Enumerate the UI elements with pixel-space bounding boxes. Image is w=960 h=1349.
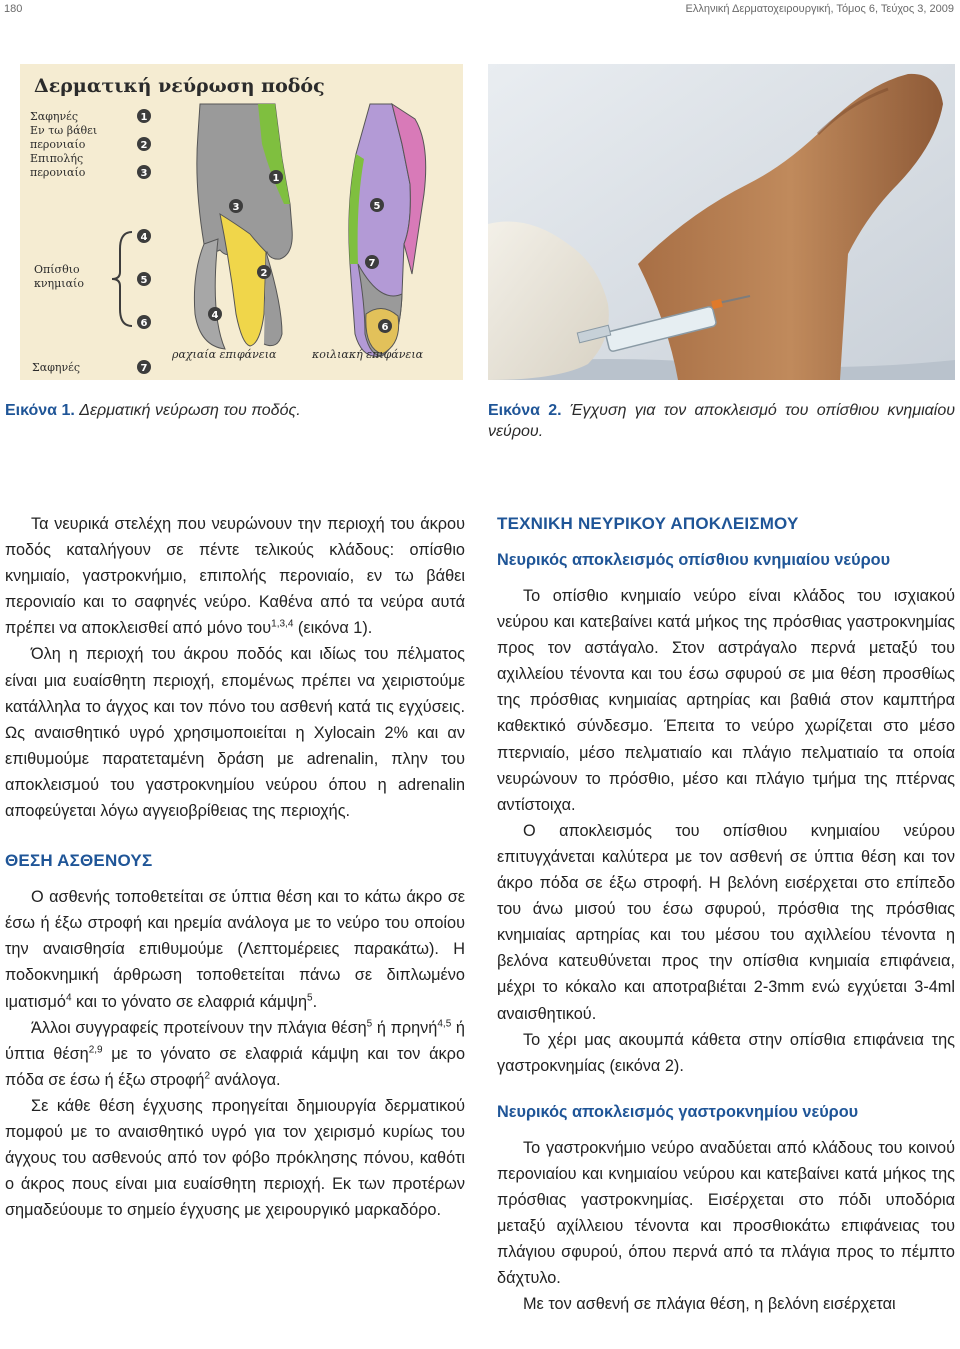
legend-number-4: 4 [140, 232, 148, 243]
citation: 4,5 [437, 1018, 452, 1030]
section-heading-technique: ΤΕΧΝΙΚΗ ΝΕΥΡΙΚΟΥ ΑΠΟΚΛΕΙΣΜΟΥ [497, 514, 799, 533]
left-p4-text-a: Άλλοι συγγραφείς προτείνουν την πλάγια θέση [31, 1018, 367, 1037]
right-column [497, 511, 955, 1317]
legend-number-3: 3 [140, 168, 148, 179]
legend-group-label-a: Οπίσθιο [34, 263, 80, 276]
citation: 2,9 [88, 1044, 103, 1056]
legend-label-1: Σαφηνές [30, 110, 79, 123]
injection-photo [488, 64, 955, 380]
left-p4-text-d: με το γόνατο σε ελαφριά κάμψη και τον άκρο πόδα σε έσω ή έξω στροφή [5, 1044, 465, 1089]
left-column [5, 511, 465, 1223]
legend-number-6: 6 [140, 318, 148, 329]
legend-number-1: 1 [140, 112, 148, 123]
subheading-sural-nerve: Νευρικός αποκλεισμός γαστροκνημίου νεύρου [497, 1102, 859, 1121]
left-paragraph-5: Σε κάθε θέση έγχυσης προηγείται δημιουργία δερματικού πομφού με το αναισθητικό υγρό για τον χειρισμό κυρίως του άγχους του ασθενούς από τον φόβο πρόκλησης πόνου, καθότι ο άκρος πους είναι μια ευαίσθητη περιοχή. Εκ των προτέρων σημαδεύουμε το σημείο έγχυσης με χειρουργικό μαρκαδόρο. [5, 1096, 465, 1220]
journal-title: Ελληνική Δερματοχειρουργική, Τόμος 6, Τεύχος 3, 2009 [685, 3, 954, 15]
left-p3-text-b: και το γόνατο σε ελαφριά κάμψη [71, 992, 308, 1011]
plantar-surface-label: κοιλιακή επιφάνεια [312, 348, 424, 361]
zone-number-3: 3 [232, 202, 240, 213]
legend-label-7: Σαφηνές [32, 361, 81, 374]
legend-brace [112, 232, 132, 326]
legend-number-5: 5 [140, 275, 148, 286]
legend-group-label-b: κνημιαίο [34, 277, 84, 290]
figure-1-caption-text: Δερματική νεύρωση του ποδός. [79, 402, 301, 419]
left-paragraph-2: Όλη η περιοχή του άκρου ποδός και ιδίως του πέλματος είναι μια ευαίσθητη περιοχή, επομένως πρέπει να χειριστούμε κατάλληλα το άγχος και τον πόνο του ασθενή κατά τις εγχύσεις. Ως αναισθητικό υγρό χρησιμοποιείται η Xylocain 2% και αν επιθυμούμε παρατεταμένη δράση με adrenalin, πλην του αποκλεισμού του γαστροκνημίου νεύρου όπου η adrenalin αποφεύγεται λόγω αγγειοβρίθειας της περιοχής. [5, 645, 465, 821]
right-paragraph-1: Το οπίσθιο κνημιαίο νεύρο είναι κλάδος του ισχιακού νεύρου και κατεβαίνει κατά μήκος της πρόσθιας γαστροκνημίας προς τον αστάγαλο. Στον αστράγαλο περνά μεταξύ του αχιλλείου τένοντα και του έσω σφυρού σε μια θέση προσθίως της πρόσθιας κνημιαίας αρτηρίας και βαθιά στον καμπτήρα καθεκτικό σύνδεσμο. Έπειτα το νεύρο χωρίζεται στο μέσο πτερνιαίο, μέσο πελματιαίο και πλάγιο πελματιαίο τα οποία νευρώνουν το πρόσθιο, μέσο και πλάγιο τμήμα της πτέρνας αντίστοιχα. [497, 587, 955, 814]
dorsal-surface-label: ραχιαία επιφάνεια [172, 348, 277, 361]
citation: 2 [204, 1070, 210, 1082]
figure-1-illustration [20, 64, 463, 380]
left-paragraph-1 [5, 511, 465, 641]
left-p4-text-b: ή πρηνή [372, 1018, 438, 1037]
left-p1-text-b: (εικόνα 1). [293, 619, 373, 638]
right-paragraph-3: Το χέρι μας ακουμπά κάθετα στην οπίσθια επιφάνεια της γαστροκνημίας (εικόνα 2). [497, 1030, 955, 1075]
left-p4-text-c: ή ύπτια θέση [5, 1018, 465, 1063]
figure-1-caption-label: Εικόνα 1. [5, 402, 75, 419]
legend-number-2: 2 [140, 140, 148, 151]
right-paragraph-4: Το γαστροκνήμιο νεύρο αναδύεται από κλάδους του κοινού περονιαίου και κνημιαίου νεύρου και κατεβαίνει κατά μήκος της πρόσθιας γαστροκνημίας. Εισέρχεται στο πόδι υποδόρια μεταξύ αχίλλειου τένοντα και προσθιοκάτω επιφάνειας του πλάγιου σφυρού, όπου περνά από τα πλάγια προς το πέμπτο δάχτυλο. [497, 1138, 955, 1288]
left-p1-text-a: Τα νευρικά στελέχη που νευρώνουν την περιοχή του άκρου ποδός καταλήγουν σε πέντε τελικούς κλάδους: οπίσθιο κνημιαίο, γαστροκνήμιο, επιπολής περονιαίο, εν τω βάθει περονιαίο και το σαφηνές νεύρο. Καθένα από τα νεύρα αυτά πρέπει να αποκλεισθεί από μόνο του [5, 515, 465, 638]
left-paragraph-4 [5, 1015, 465, 1093]
figure-1-caption [5, 400, 460, 421]
foot-dermatome-diagram [20, 64, 463, 380]
zone-number-5: 5 [373, 201, 381, 212]
citation: 5 [307, 992, 313, 1004]
figure-1-title: Δερματική νεύρωση ποδός [34, 75, 325, 97]
subheading-posterior-tibial: Νευρικός αποκλεισμός οπίσθιου κνημιαίου νεύρου [497, 551, 891, 569]
zone-number-4: 4 [211, 310, 219, 321]
left-p3-text-a: Ο ασθενής τοποθετείται σε ύπτια θέση και το κάτω άκρο σε έσω ή έξω στροφή και ηρεμία ανάλογα με το νεύρο του οποίου την αναισθησία επιθυμούμε (Λεπτομέρειες παρακάτω). Η ποδοκνημική άρθρωση τοποθετείται πάνω σε διπλωμένο ιματισμό [5, 888, 465, 1011]
left-paragraph-3 [5, 884, 465, 1014]
plantar-foot-drawing [349, 104, 426, 357]
zone-number-6: 6 [381, 322, 389, 333]
zone-number-7: 7 [368, 258, 376, 269]
figure-2-caption-label: Εικόνα 2. [488, 402, 562, 419]
figure-2-photo [488, 64, 955, 380]
citation: 4 [65, 992, 72, 1004]
legend-label-3b: περονιαίο [30, 166, 86, 179]
right-paragraph-2: Ο αποκλεισμός του οπίσθιου κνημιαίου νεύρου επιτυγχάνεται καλύτερα με τον ασθενή σε ύπτια θέση και τον άκρο πόδα σε έξω στροφή. Η βελόνη εισέρχεται στο επίπεδο του άνω μισού του έσω σφυρού, πρόσθια της πρόσθιας κνημιαίας αρτηρίας και του μέσου του αχιλλείου τένοντα η βελόνα κατευθύνεται προς την οπίσθια κνημιαία επιφάνεια, μέχρι το κόκαλο και αποτραβιέται 2-3mm ενώ εγχύεται 3-4ml αναισθητικού. [497, 821, 955, 1023]
figure-2-caption [488, 400, 955, 442]
figure-2-caption-text: Έγχυση για τον αποκλεισμό του οπίσθιου κνημιαίου νεύρου. [488, 402, 956, 440]
citation: 1,3,4 [271, 618, 294, 630]
legend-label-3a: Επιπολής [30, 152, 84, 165]
zone-number-1: 1 [272, 173, 280, 184]
zone-number-2: 2 [260, 268, 268, 279]
legend-label-2b: περονιαίο [30, 138, 86, 151]
left-p4-text-e: ανάλογα. [210, 1070, 281, 1089]
citation: 5 [366, 1018, 373, 1030]
page-number: 180 [4, 3, 23, 15]
section-heading-patient-position: ΘΕΣΗ ΑΣΘΕΝΟΥΣ [5, 851, 153, 871]
left-p3-text-c: . [312, 992, 318, 1011]
legend-label-2a: Εν τω βάθει [30, 124, 98, 137]
legend-number-7: 7 [140, 363, 148, 374]
right-paragraph-5: Με τον ασθενή σε πλάγια θέση, η βελόνη εισέρχεται [523, 1295, 896, 1314]
